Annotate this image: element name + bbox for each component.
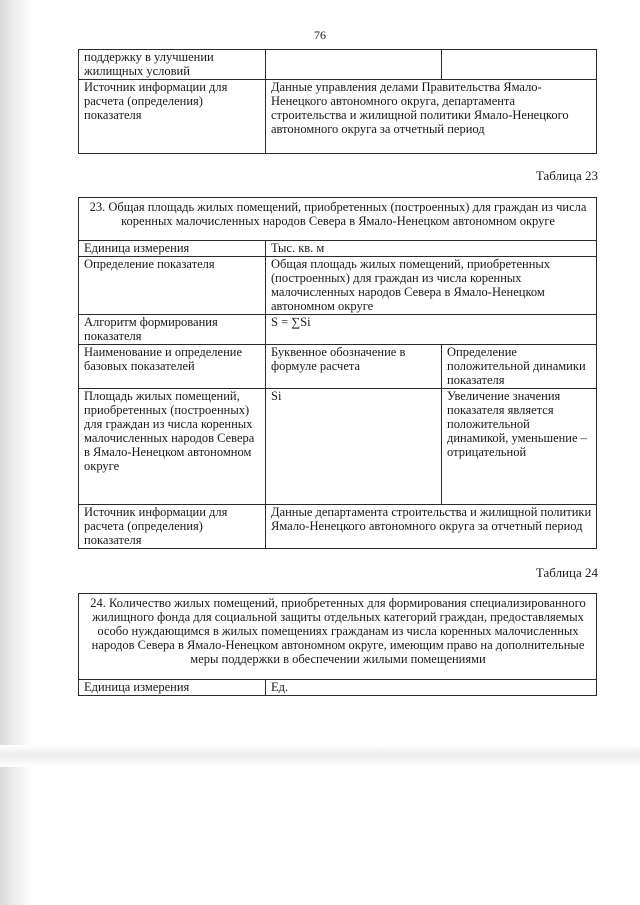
table-row xyxy=(79,50,597,80)
table-row xyxy=(79,80,597,154)
column-header: Буквенное обозначение в формуле расчета xyxy=(266,345,442,389)
source-label: Источник информации для расчета (определения) показателя xyxy=(79,505,266,549)
table-24 xyxy=(78,593,597,696)
source-label: Источник информации для расчета (определения) показателя xyxy=(79,80,266,154)
table-cell xyxy=(442,50,597,80)
table-row xyxy=(79,389,597,505)
algorithm-label: Алгоритм формирования показателя xyxy=(79,315,266,345)
unit-value: Тыс. кв. м xyxy=(266,241,597,257)
table-row xyxy=(79,241,597,257)
base-indicator-name: Площадь жилых помещений, приобретенных (построенных) для граждан из числа коренных малочисленных народов Севера в Ямало-Ненецком автономном округе xyxy=(79,389,266,505)
scan-shadow-left xyxy=(0,0,32,905)
table-row xyxy=(79,505,597,549)
algorithm-value: S = ∑Si xyxy=(266,315,597,345)
page-number: 76 xyxy=(314,28,326,42)
column-header: Определение положительной динамики показателя xyxy=(442,345,597,389)
source-value: Данные департамента строительства и жилищной политики Ямало-Ненецкого автономного округа за отчетный период xyxy=(266,505,597,549)
table-cell: поддержку в улучшении жилищных условий xyxy=(79,50,266,80)
table-row xyxy=(79,345,597,389)
table-row xyxy=(79,257,597,315)
table-title: 23. Общая площадь жилых помещений, приобретенных (построенных) для граждан из числа коренных малочисленных народов Севера в Ямало-Ненецком автономном округе xyxy=(79,198,597,241)
definition-label: Определение показателя xyxy=(79,257,266,315)
unit-label: Единица измерения xyxy=(79,680,266,696)
table-row xyxy=(79,315,597,345)
source-value: Данные управления делами Правительства Ямало-Ненецкого автономного округа, департамента строительства и жилищной политики Ямало-Ненецкого автономного округа за отчетный период xyxy=(266,80,597,154)
base-indicator-symbol: Si xyxy=(266,389,442,505)
column-header: Наименование и определение базовых показателей xyxy=(79,345,266,389)
table-row xyxy=(79,594,597,680)
table-23 xyxy=(78,197,597,549)
base-indicator-dynamics: Увеличение значения показателя является положительной динамикой, уменьшение – отрицательной xyxy=(442,389,597,505)
continued-table xyxy=(78,49,597,154)
unit-value: Ед. xyxy=(266,680,597,696)
table-23-caption: Таблица 23 xyxy=(535,168,598,183)
table-title: 24. Количество жилых помещений, приобретенных для формирования специализированного жилищного фонда для социальной защиты отдельных категорий граждан, предоставляемых особо нуждающимся в жилых помещениях гражданам из числа коренных малочисленных народов Севера в Ямало-Ненецком автономном округе, имеющим право на дополнительные меры поддержки в обеспечении жилыми помещениями xyxy=(79,594,597,680)
table-24-caption: Таблица 24 xyxy=(535,565,598,580)
scan-shadow-bottom xyxy=(0,745,640,767)
table-row xyxy=(79,198,597,241)
unit-label: Единица измерения xyxy=(79,241,266,257)
definition-value: Общая площадь жилых помещений, приобретенных (построенных) для граждан из числа коренных малочисленных народов Севера в Ямало-Ненецком автономном округе xyxy=(266,257,597,315)
table-cell xyxy=(266,50,442,80)
table-row xyxy=(79,680,597,696)
